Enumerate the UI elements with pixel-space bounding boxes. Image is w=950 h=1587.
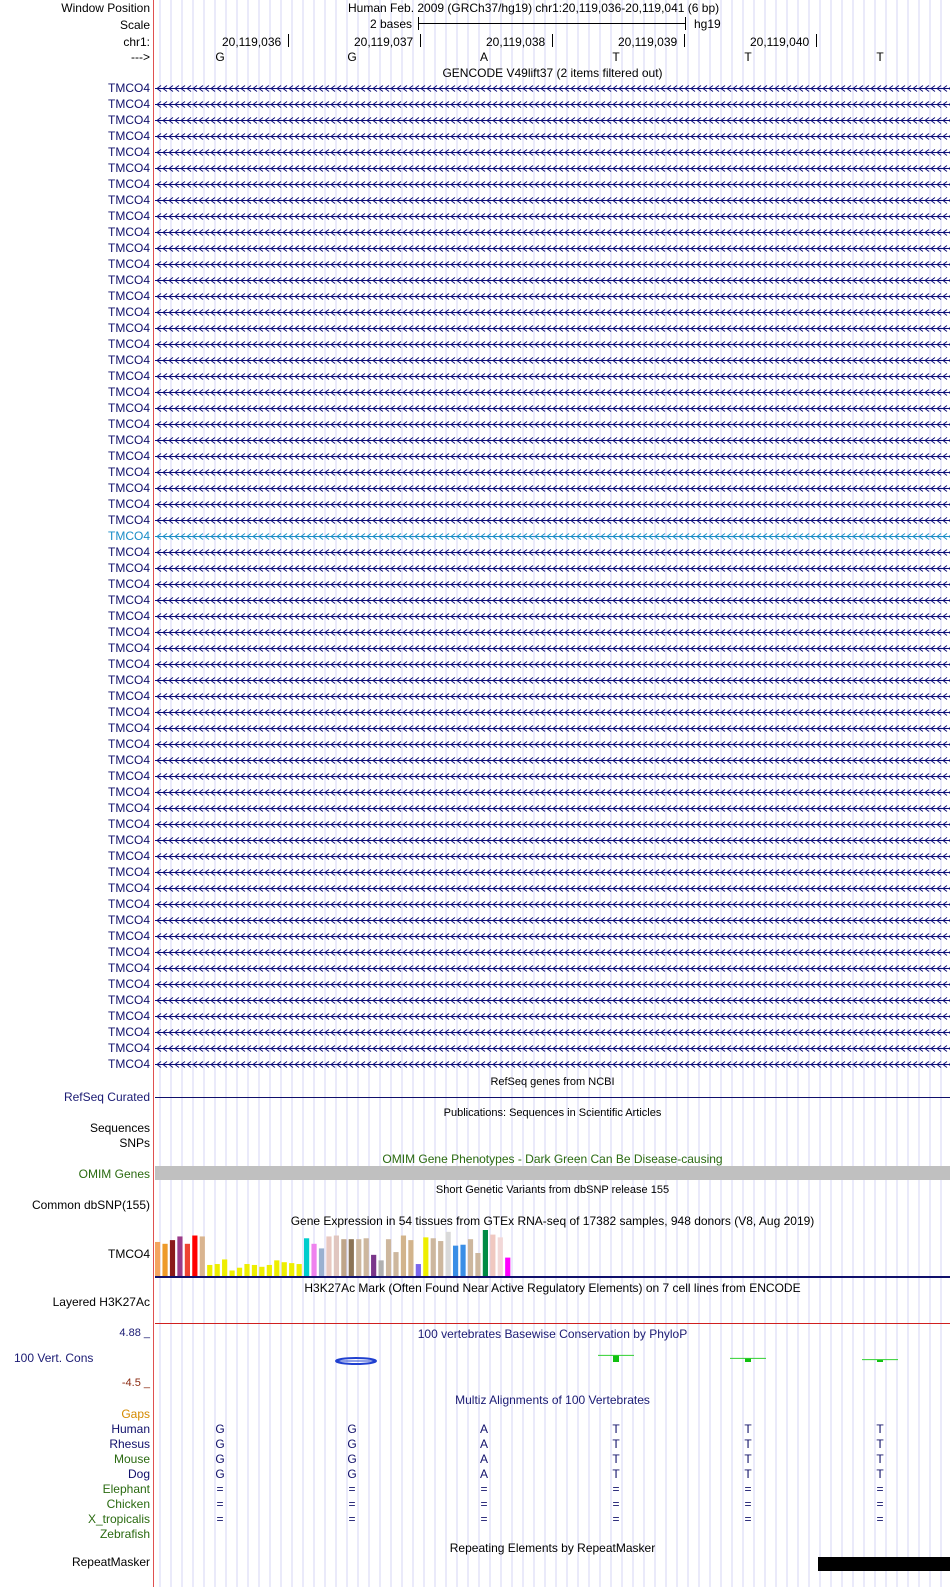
gtex-bar [155,1242,160,1276]
multiz-base: G [215,1422,225,1436]
gencode-title[interactable]: GENCODE V49lift37 (2 items filtered out) [442,66,663,80]
gencode-gene-label[interactable]: TMCO4 [108,337,150,351]
gencode-gene-label[interactable]: TMCO4 [108,641,150,655]
gencode-transcript[interactable] [155,404,950,413]
gencode-transcript[interactable] [155,788,950,797]
multiz-base: = [876,1512,884,1526]
phylop-plot[interactable] [155,1342,950,1382]
gtex-bar [438,1241,443,1276]
multiz-base: = [744,1512,752,1526]
gencode-transcript[interactable] [155,884,950,893]
gencode-transcript[interactable] [155,1028,950,1037]
base-6: T [876,50,884,64]
gencode-transcript[interactable] [155,420,950,429]
gencode-gene-label[interactable]: TMCO4 [108,1009,150,1023]
phylop-ymin: -4.5 _ [121,1377,150,1389]
multiz-base: = [348,1497,356,1511]
scale-value: 2 bases [370,17,413,31]
coord-tick-5 [816,34,817,47]
gtex-bar [468,1239,473,1276]
scale-label: Scale [119,18,150,32]
repeatmasker-title[interactable]: Repeating Elements by RepeatMasker [449,1541,656,1555]
gencode-gene-label[interactable]: TMCO4 [108,577,150,591]
gencode-gene-label[interactable]: TMCO4 [108,513,150,527]
publications-label-sequences[interactable]: Sequences [89,1121,150,1135]
multiz-species-label[interactable]: Mouse [113,1452,150,1466]
gencode-transcript[interactable] [155,548,950,557]
multiz-base: T [612,1452,620,1466]
multiz-base: G [347,1437,357,1451]
gencode-transcript[interactable] [155,820,950,829]
base-3: A [479,50,488,64]
gencode-transcript[interactable] [155,756,950,765]
gencode-gene-label[interactable]: TMCO4 [108,849,150,863]
gencode-transcript[interactable] [155,164,950,173]
multiz-base: = [480,1497,488,1511]
gencode-gene-label[interactable]: TMCO4 [108,145,150,159]
gencode-transcript[interactable] [155,996,950,1005]
coord-tick-4 [684,34,685,47]
coord-4: 20,119,039 [618,35,678,49]
gencode-transcript[interactable] [155,148,950,157]
gencode-transcript[interactable] [155,436,950,445]
gencode-gene-label[interactable]: TMCO4 [108,433,150,447]
multiz-base: = [348,1512,356,1526]
gencode-transcript[interactable] [155,772,950,781]
multiz-base: T [612,1422,620,1436]
gtex-bar [453,1246,458,1276]
gencode-gene-label[interactable]: TMCO4 [108,625,150,639]
gtex-bar [416,1264,421,1276]
gencode-gene-label[interactable]: TMCO4 [108,449,150,463]
multiz-base: = [744,1482,752,1496]
gencode-gene-label[interactable]: TMCO4 [108,193,150,207]
multiz-base: T [876,1467,884,1481]
gencode-gene-label[interactable]: TMCO4 [108,817,150,831]
gencode-transcript[interactable] [155,372,950,381]
multiz-species-label[interactable]: Rhesus [109,1437,150,1451]
multiz-base: G [347,1467,357,1481]
gencode-transcript[interactable] [155,388,950,397]
multiz-base: = [612,1482,620,1496]
coord-2: 20,119,037 [354,35,414,49]
gencode-transcript[interactable] [155,660,950,669]
gencode-transcript[interactable] [155,324,950,333]
gencode-gene-label[interactable]: TMCO4 [108,993,150,1007]
gencode-gene-label[interactable]: TMCO4 [108,545,150,559]
gencode-transcript[interactable] [155,484,950,493]
gencode-transcript[interactable] [155,564,950,573]
scale-bar-left-tick [418,17,419,30]
multiz-base: = [216,1512,224,1526]
gencode-gene-label[interactable]: TMCO4 [108,353,150,367]
multiz-base: A [479,1467,488,1481]
multiz-base: T [744,1467,752,1481]
multiz-base: G [347,1422,357,1436]
gencode-gene-label[interactable]: TMCO4 [108,1041,150,1055]
gtex-bar [349,1239,354,1276]
gencode-transcript[interactable] [155,292,950,301]
gencode-gene-label[interactable]: TMCO4 [108,497,150,511]
gtex-bar [297,1264,302,1276]
base-2: G [347,50,357,64]
gencode-gene-label[interactable]: TMCO4 [108,561,150,575]
label-separator [153,0,154,1587]
gencode-gene-label[interactable]: TMCO4 [108,481,150,495]
gencode-gene-label[interactable]: TMCO4 [108,209,150,223]
gencode-gene-label[interactable]: TMCO4 [108,881,150,895]
multiz-gaps-label[interactable]: Gaps [121,1407,150,1421]
h3k27ac-label[interactable]: Layered H3K27Ac [52,1295,150,1309]
publications-label-snps[interactable]: SNPs [119,1136,150,1150]
gtex-bar [401,1236,406,1276]
multiz-base: = [480,1482,488,1496]
omim-label[interactable]: OMIM Genes [78,1167,150,1181]
gencode-transcript[interactable] [155,516,950,525]
gencode-transcript[interactable] [155,596,950,605]
phylop-mark [336,1358,376,1364]
multiz-base: A [479,1437,488,1451]
multiz-base: = [876,1482,884,1496]
gtex-title[interactable]: Gene Expression in 54 tissues from GTEx RNA-seq of 17382 samples, 948 donors (V8, Aug 2019) [290,1214,815,1228]
gtex-bar [446,1232,451,1276]
gencode-transcript[interactable] [155,692,950,701]
multiz-base: T [612,1437,620,1451]
gtex-bar [267,1265,272,1276]
multiz-base: T [612,1467,620,1481]
gtex-bar [192,1236,197,1276]
gencode-gene-label[interactable]: TMCO4 [108,273,150,287]
gencode-transcript[interactable] [155,340,950,349]
gtex-bar [356,1239,361,1276]
multiz-species-label[interactable]: X_tropicalis [87,1512,150,1526]
gencode-gene-label[interactable]: TMCO4 [108,385,150,399]
gtex-bar [423,1237,428,1276]
gencode-transcript[interactable] [155,852,950,861]
refseq-line[interactable] [155,1097,950,1098]
gtex-bar [319,1248,324,1276]
gencode-transcript[interactable] [155,804,950,813]
gencode-gene-label[interactable]: TMCO4 [108,593,150,607]
gencode-gene-label[interactable]: TMCO4 [108,529,150,543]
gencode-transcript[interactable] [155,644,950,653]
gencode-gene-label[interactable]: TMCO4 [108,305,150,319]
gencode-gene-label[interactable]: TMCO4 [108,913,150,927]
gencode-transcript[interactable] [155,948,950,957]
gencode-gene-label[interactable]: TMCO4 [108,81,150,95]
gtex-baseline [155,1276,950,1278]
gencode-gene-label[interactable]: TMCO4 [108,689,150,703]
gencode-gene-label[interactable]: TMCO4 [108,465,150,479]
strand-label: ---> [131,50,150,64]
multiz-base: A [479,1452,488,1466]
gtex-bar [282,1262,287,1276]
gencode-transcript[interactable] [155,100,950,109]
gtex-bar [289,1263,294,1276]
coord-tick-2 [420,34,421,47]
multiz-base: = [216,1497,224,1511]
gencode-gene-label[interactable]: TMCO4 [108,769,150,783]
gtex-bar [475,1253,480,1276]
window-position-label: Window Position [61,1,150,15]
gencode-gene-label[interactable]: TMCO4 [108,177,150,191]
phylop-mark [730,1358,766,1362]
gtex-bar [341,1239,346,1276]
gtex-bar [207,1265,212,1276]
gencode-gene-label[interactable]: TMCO4 [108,1057,150,1071]
gencode-gene-label[interactable]: TMCO4 [108,129,150,143]
gencode-gene-label[interactable]: TMCO4 [108,721,150,735]
publications-title[interactable]: Publications: Sequences in Scientific Articles [443,1107,662,1119]
gencode-transcript[interactable] [155,1044,950,1053]
gencode-transcript[interactable] [155,1060,950,1069]
multiz-base: G [215,1437,225,1451]
h3k27ac-baseline [155,1323,950,1324]
multiz-base: G [215,1467,225,1481]
gtex-bar [222,1259,227,1276]
gtex-bar [170,1240,175,1276]
multiz-base: = [612,1497,620,1511]
gencode-gene-label[interactable]: TMCO4 [108,961,150,975]
multiz-base: = [216,1482,224,1496]
gtex-bar [408,1240,413,1276]
gencode-gene-label[interactable]: TMCO4 [108,113,150,127]
gtex-bar [364,1238,369,1276]
gencode-transcript[interactable] [155,980,950,989]
gtex-bar [274,1260,279,1276]
multiz-base: T [744,1452,752,1466]
gencode-gene-label[interactable]: TMCO4 [108,289,150,303]
gencode-transcript[interactable] [155,580,950,589]
phylop-ymax: 4.88 _ [119,1327,150,1339]
gencode-gene-label[interactable]: TMCO4 [108,97,150,111]
gtex-bar [162,1244,167,1276]
repeatmasker-label[interactable]: RepeatMasker [71,1555,150,1569]
gtex-bar [304,1238,309,1276]
gencode-transcript[interactable] [155,84,950,93]
gtex-bar [505,1258,510,1276]
gencode-transcript[interactable] [155,196,950,205]
multiz-species-label[interactable]: Zebrafish [99,1527,150,1541]
gtex-bar [244,1264,249,1276]
phylop-mark [598,1355,634,1362]
gencode-transcript[interactable] [155,132,950,141]
gencode-gene-label[interactable]: TMCO4 [108,1025,150,1039]
gtex-bar [483,1230,488,1276]
gtex-bar [185,1244,190,1276]
gencode-gene-label[interactable]: TMCO4 [108,897,150,911]
gencode-transcript[interactable] [155,468,950,477]
gencode-transcript[interactable] [155,1012,950,1021]
gtex-bar [386,1239,391,1276]
gencode-gene-label[interactable]: TMCO4 [108,657,150,671]
scale-bar [418,23,685,24]
base-1: G [215,50,225,64]
gencode-gene-label[interactable]: TMCO4 [108,929,150,943]
gtex-bar [393,1252,398,1276]
gencode-gene-label[interactable]: TMCO4 [108,609,150,623]
gtex-bar [498,1237,503,1276]
gtex-bar [259,1267,264,1276]
gencode-gene-label[interactable]: TMCO4 [108,225,150,239]
multiz-title[interactable]: Multiz Alignments of 100 Vertebrates [455,1393,650,1407]
phylop-title[interactable]: 100 vertebrates Basewise Conservation by PhyloP [417,1327,688,1341]
chrom-label: chr1: [123,35,150,49]
coord-1: 20,119,036 [222,35,282,49]
base-4: T [612,50,620,64]
multiz-base: G [347,1452,357,1466]
gencode-transcript[interactable] [155,676,950,685]
gencode-transcript[interactable] [155,356,950,365]
gtex-bar [379,1260,384,1276]
gtex-bar [215,1264,220,1276]
gencode-transcript[interactable] [155,628,950,637]
gencode-transcript[interactable] [155,500,950,509]
refseq-label[interactable]: RefSeq Curated [63,1090,150,1104]
dbsnp-title[interactable]: Short Genetic Variants from dbSNP release 155 [435,1184,670,1196]
multiz-base: = [744,1497,752,1511]
gencode-transcript[interactable] [155,308,950,317]
gencode-transcript[interactable] [155,836,950,845]
multiz-base: T [876,1437,884,1451]
gencode-transcript[interactable] [155,452,950,461]
gtex-bar-chart[interactable] [155,1228,555,1276]
gencode-gene-label[interactable]: TMCO4 [108,161,150,175]
multiz-base: T [876,1422,884,1436]
gencode-gene-label[interactable]: TMCO4 [108,865,150,879]
gencode-transcript[interactable] [155,964,950,973]
gencode-transcript[interactable] [155,900,950,909]
gtex-bar [311,1244,316,1276]
gencode-transcript[interactable] [155,916,950,925]
h3k27ac-title[interactable]: H3K27Ac Mark (Often Found Near Active Regulatory Elements) on 7 cell lines from ENCODE [304,1281,801,1295]
scale-bar-right-tick [685,17,686,30]
gencode-transcript[interactable] [155,244,950,253]
gencode-gene-label[interactable]: TMCO4 [108,977,150,991]
gencode-transcript[interactable] [155,212,950,221]
gencode-gene-label[interactable]: TMCO4 [108,257,150,271]
gencode-gene-label[interactable]: TMCO4 [108,321,150,335]
phylop-label[interactable]: 100 Vert. Cons [14,1351,94,1365]
window-position-value[interactable]: Human Feb. 2009 (GRCh37/hg19) chr1:20,119,036-20,119,041 (6 bp) [348,1,720,15]
multiz-species-label[interactable]: Elephant [102,1482,150,1496]
gencode-gene-label[interactable]: TMCO4 [108,753,150,767]
gencode-transcript[interactable] [155,116,950,125]
gtex-bar [252,1265,257,1276]
gtex-bar [431,1238,436,1276]
multiz-base: T [744,1437,752,1451]
gencode-transcript[interactable] [155,740,950,749]
gencode-gene-label[interactable]: TMCO4 [108,369,150,383]
coord-tick-3 [552,34,553,47]
repeatmasker-block[interactable] [818,1557,950,1571]
multiz-base: A [479,1422,488,1436]
gtex-label[interactable]: TMCO4 [108,1247,150,1261]
gencode-transcript[interactable] [155,180,950,189]
gencode-gene-label[interactable]: TMCO4 [108,833,150,847]
omim-title[interactable]: OMIM Gene Phenotypes - Dark Green Can Be Disease-causing [382,1152,723,1166]
gencode-transcript[interactable] [155,724,950,733]
multiz-base: T [876,1452,884,1466]
gencode-gene-label[interactable]: TMCO4 [108,705,150,719]
multiz-base: = [876,1497,884,1511]
gencode-transcript[interactable] [155,708,950,717]
gencode-gene-label[interactable]: TMCO4 [108,945,150,959]
gtex-bar [460,1245,465,1276]
multiz-base: G [215,1452,225,1466]
coord-3: 20,119,038 [486,35,546,49]
dbsnp-label[interactable]: Common dbSNP(155) [31,1198,150,1212]
gtex-bar [177,1236,182,1276]
coord-5: 20,119,040 [750,35,810,49]
base-5: T [744,50,752,64]
gtex-bar [200,1236,205,1276]
gencode-gene-label[interactable]: TMCO4 [108,241,150,255]
gencode-gene-label[interactable]: TMCO4 [108,401,150,415]
gencode-transcript[interactable] [155,612,950,621]
gtex-bar [334,1236,339,1276]
gtex-bar [237,1268,242,1276]
gencode-transcript[interactable] [155,868,950,877]
phylop-mark [862,1360,898,1362]
gencode-gene-label[interactable]: TMCO4 [108,737,150,751]
refseq-title[interactable]: RefSeq genes from NCBI [490,1076,615,1088]
gencode-gene-label[interactable]: TMCO4 [108,417,150,431]
gtex-bar [371,1255,376,1276]
multiz-species-label[interactable]: Chicken [106,1497,150,1511]
multiz-base: = [348,1482,356,1496]
gencode-transcript[interactable] [155,532,950,541]
gencode-gene-label[interactable]: TMCO4 [108,801,150,815]
assembly-label: hg19 [694,17,721,31]
gencode-gene-label[interactable]: TMCO4 [108,785,150,799]
omim-bar[interactable] [155,1166,950,1180]
gencode-gene-label[interactable]: TMCO4 [108,673,150,687]
gencode-transcript[interactable] [155,260,950,269]
gencode-transcript[interactable] [155,276,950,285]
multiz-base: T [744,1422,752,1436]
multiz-species-label[interactable]: Dog [127,1467,150,1481]
multiz-base: = [612,1512,620,1526]
coord-tick-1 [288,34,289,47]
gencode-transcript[interactable] [155,932,950,941]
gencode-transcript[interactable] [155,228,950,237]
multiz-species-label[interactable]: Human [111,1422,150,1436]
multiz-base: = [480,1512,488,1526]
gtex-bar [490,1235,495,1276]
gtex-bar [326,1236,331,1276]
